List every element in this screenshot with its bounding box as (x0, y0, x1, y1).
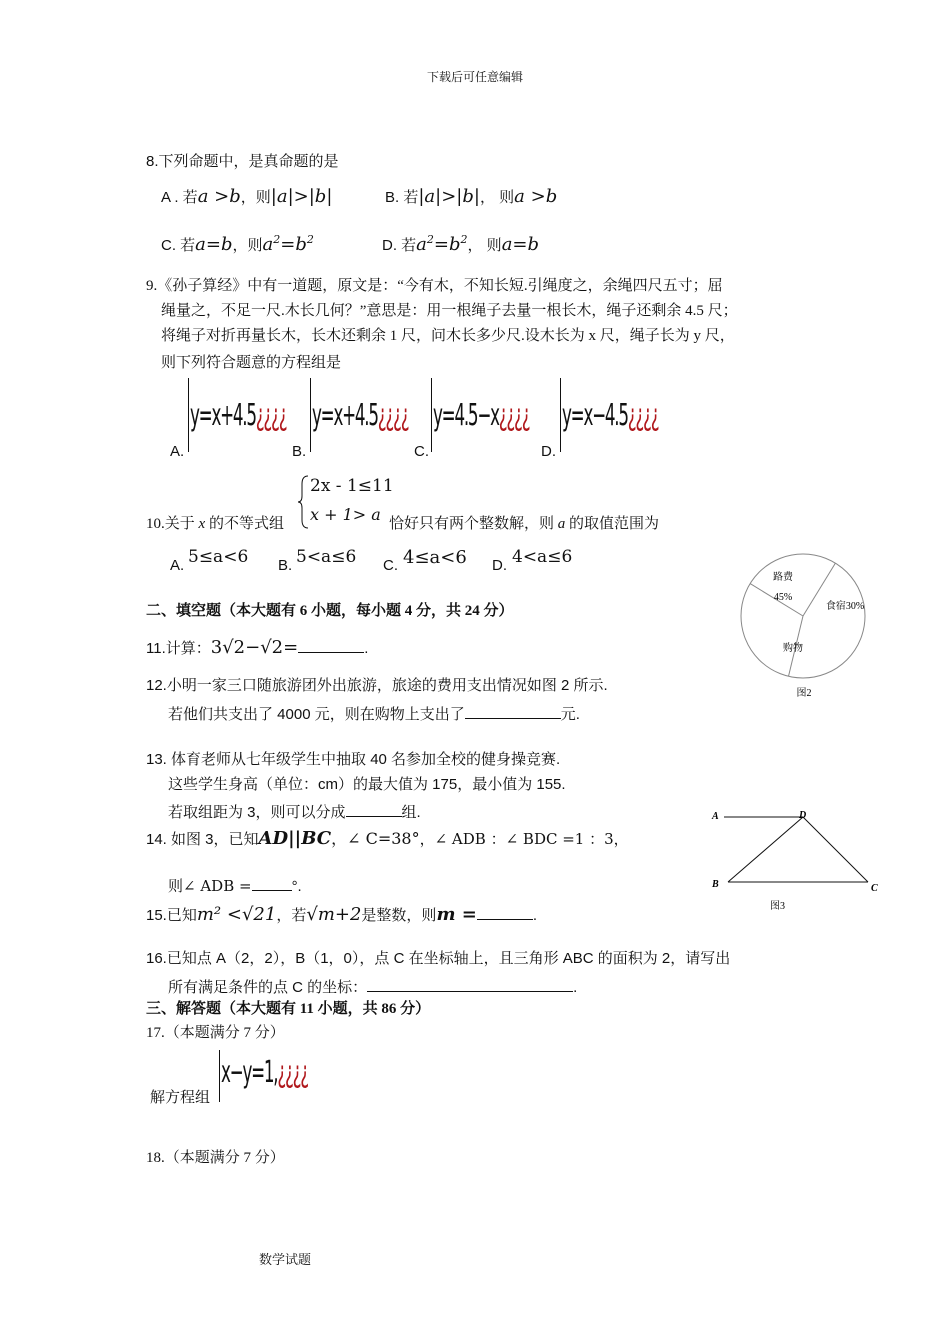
q8-a-then: ，则 (240, 189, 271, 206)
q11: 11.计算：3√2−√2= . (146, 637, 369, 658)
q10-stem-right: 恰好只有两个整数解，则 a 的取值范围为 (389, 516, 660, 532)
q8-d-label: D. 若 (382, 237, 417, 254)
fig2-caption: 图2 (796, 688, 812, 699)
q8-option-a: A . 若a >b，则|a|>|b| (161, 186, 333, 207)
fig3-point-b: B (712, 879, 719, 890)
q8-d-then: ， 则 (467, 237, 502, 254)
q10-stem-left: 10.关于 x 的不等式组 (146, 516, 284, 532)
q9-line-1: 9.《孙子算经》中有一道题，原文是：“今有木，不知长短.引绳度之，余绳四尺五寸；屈 (146, 278, 723, 294)
q8-option-d: D. 若$a^2=b^2$， 则a=b (382, 233, 540, 255)
pie-slice-percent: 45% (773, 592, 793, 603)
q8-option-b: B. 若|a|>|b|， 则a >b (385, 186, 558, 207)
q9-option-c-eq: y=4.5−x¿¿¿¿ (433, 398, 530, 433)
fig2-pie-chart (735, 552, 870, 702)
q17-label: 解方程组 (150, 1090, 211, 1106)
pie-slice-label: 路费 (773, 572, 793, 583)
q16-line-2: 所有满足条件的点 C 的坐标： . (168, 975, 577, 998)
q10-brace (296, 474, 310, 530)
q8-b-then: ， 则 (479, 189, 515, 206)
q13-line-1: 13. 体育老师从七年级学生中抽取 40 名参加全校的健身操竞赛. (146, 751, 561, 768)
q8-c-label: C. 若 (161, 237, 196, 254)
fig3-point-c: C (871, 883, 878, 894)
q8-option-c: C. 若a=b，则$a^2=b^2$ (161, 233, 314, 255)
q10-option-b-label: B. (278, 557, 293, 574)
q9-option-a-eq: y=x+4.5¿¿¿¿ (190, 398, 287, 433)
section-3-title: 三、解答题（本大题有 11 小题，共 86 分） (146, 1001, 431, 1017)
q10-option-d-expr: 4<a≤6 (512, 547, 573, 567)
q9-line-2: 绳量之，不足一尺.木长几何？”意思是：用一根绳子去量一根长木，绳子还剩余 4.5 尺； (161, 303, 738, 319)
pie-slice-label: 食宿30% (825, 601, 865, 612)
q8-a-label: A . 若 (161, 189, 198, 206)
q10-system-line-1: 2x - 1≤11 (310, 476, 394, 496)
q10-option-c-label: C. (383, 557, 398, 574)
q9-line-4: 则下列符合题意的方程组是 (161, 355, 342, 371)
pie-slice-label: 购物 (783, 643, 803, 654)
q10-option-a-label: A. (170, 557, 185, 574)
q10-option-a-expr: 5≤a<6 (188, 547, 249, 567)
q10-system-line-2: x + 1> a (310, 505, 381, 524)
q12-line-2: 若他们共支出了 4000 元，则在购物上支出了 元. (168, 702, 580, 725)
q16-line-1: 16.已知点 A（2，2），B（1，0），点 C 在坐标轴上，且三角形 ABC 的面积为 2，请写出 (146, 950, 731, 967)
q14-line-2: 则∠ ADB = °. (168, 874, 302, 897)
q9-option-d-label: D. (541, 443, 556, 460)
q15: 15.已知m² <√21，若√m+2是整数，则m = . (146, 904, 538, 925)
q12-line-1: 12.小明一家三口随旅游团外出旅游，旅途的费用支出情况如图 2 所示. (146, 677, 608, 694)
q17-equation: x−y=1,¿¿¿¿ (221, 1055, 308, 1090)
q9-option-b-eq: y=x+4.5¿¿¿¿ (312, 398, 409, 433)
q9-option-d-eq: y=x−4.5¿¿¿¿ (562, 398, 659, 433)
section-2-title: 二、填空题（本大题有 6 小题，每小题 4 分，共 24 分） (146, 603, 514, 619)
fig3-point-d: D (799, 810, 807, 821)
q14-line-1: 14. 如图 3，已知AD||BC，∠ C=38°，∠ ADB ：∠ BDC =1 ：3， (146, 828, 629, 849)
page-header: 下载后可任意编辑 (426, 70, 523, 84)
q10-option-c-expr: 4≤a<6 (403, 547, 467, 568)
q10-option-d-label: D. (492, 557, 507, 574)
q8-b-label: B. 若 (385, 189, 419, 206)
fig3-caption: 图3 (770, 901, 785, 912)
q13-line-2: 这些学生身高（单位：cm）的最大值为 175，最小值为 155. (168, 776, 566, 793)
q18-title: 18.（本题满分 7 分） (146, 1150, 285, 1166)
q17-title: 17.（本题满分 7 分） (146, 1025, 285, 1041)
fig3-point-a: A (712, 811, 719, 822)
q10-option-b-expr: 5<a≤6 (296, 547, 357, 567)
page-footer: 数学试题 (259, 1252, 312, 1267)
q9-option-a-label: A. (170, 443, 185, 460)
q8-c-then: ，则 (232, 237, 263, 254)
q9-option-c-label: C. (414, 443, 429, 460)
q13-line-3: 若取组距为 3，则可以分成 组. (168, 800, 421, 823)
fig3-diagram (708, 806, 888, 916)
q9-line-3: 将绳子对折再量长木，长木还剩余 1 尺，问木长多少尺.设木长为 x 尺，绳子长为 y 尺， (161, 328, 735, 344)
q8-stem: 8.下列命题中，是真命题的是 (146, 153, 339, 170)
q9-option-b-label: B. (292, 443, 307, 460)
